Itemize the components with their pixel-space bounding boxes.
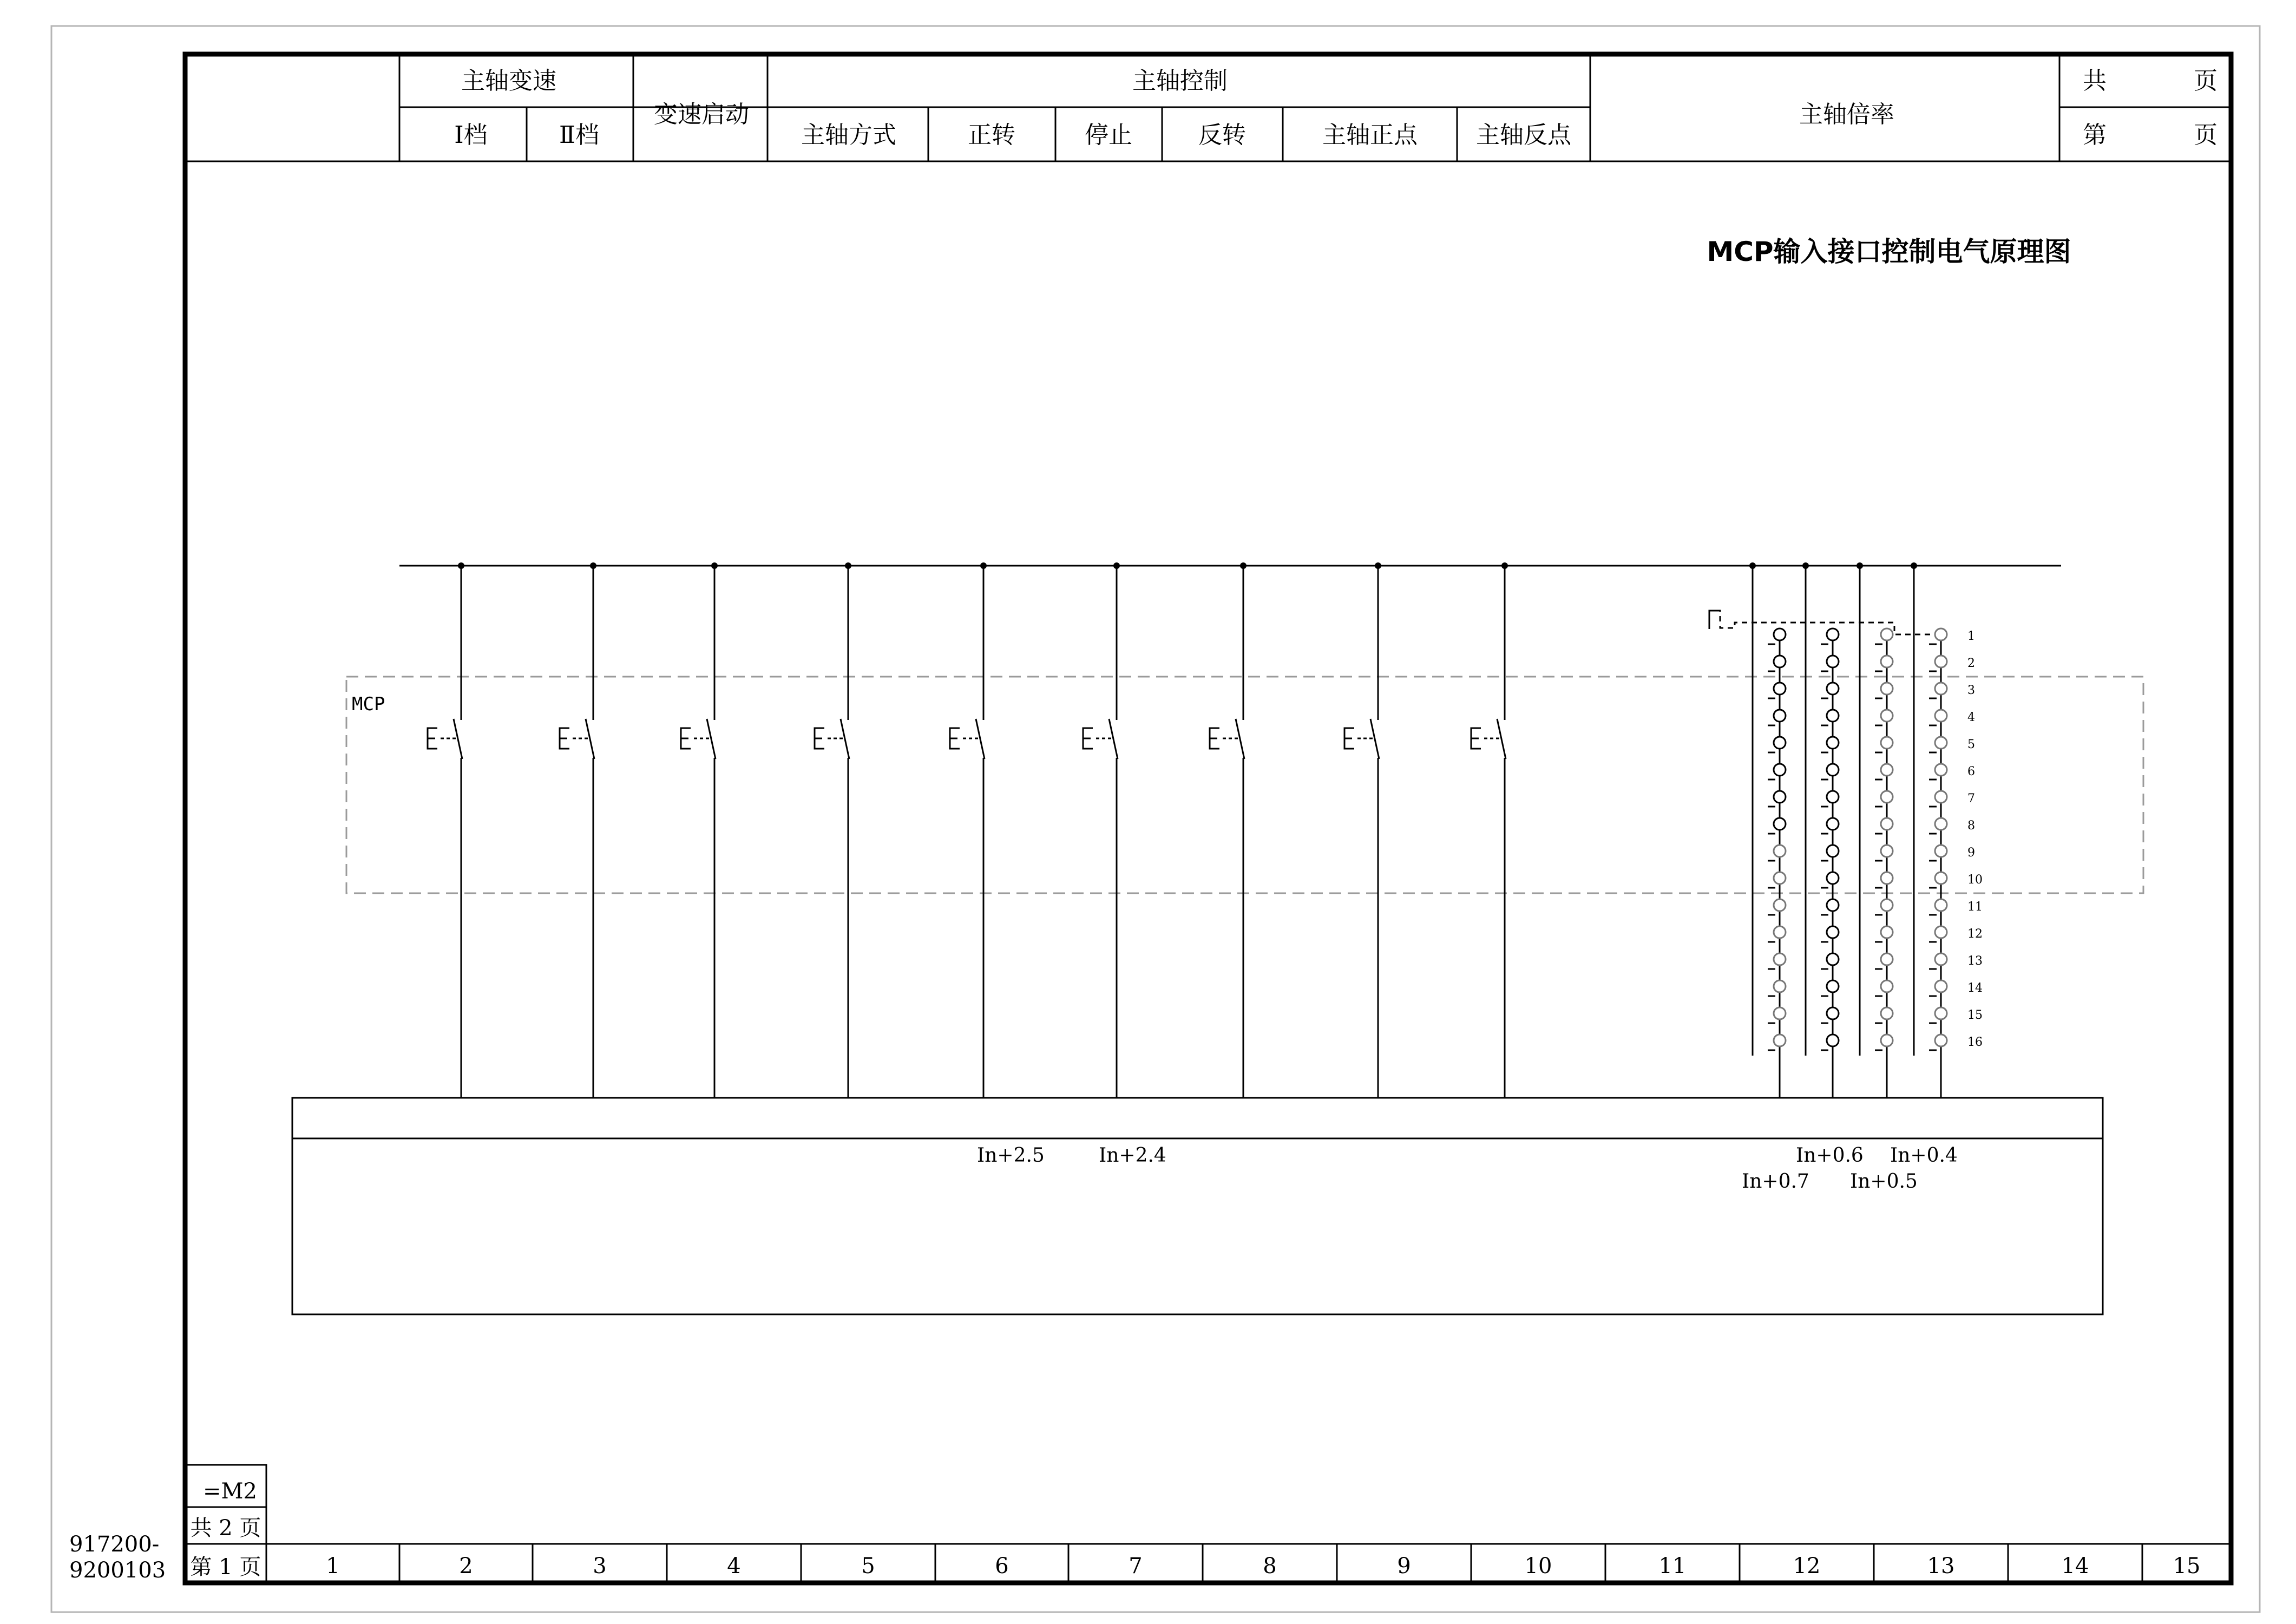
rotary-contact <box>1827 926 1839 938</box>
rotary-contact <box>1827 872 1839 884</box>
switch-position-number: 13 <box>1967 954 1983 968</box>
io-address: In+0.7 <box>1742 1170 1809 1193</box>
column-number: 3 <box>593 1554 607 1579</box>
switch-position-number: 16 <box>1967 1036 1983 1049</box>
pushbutton-switch <box>950 562 987 1098</box>
io-address: In+2.5 <box>977 1144 1045 1167</box>
forward-label: 正转 <box>968 121 1015 149</box>
rotary-contact <box>1827 628 1839 640</box>
pushbutton-switch <box>428 562 464 1098</box>
rotary-contact <box>1935 980 1947 992</box>
drawing-number-line1: 917200- <box>69 1532 160 1557</box>
pushbutton-actuator <box>1083 728 1093 749</box>
rotary-contact-column <box>1821 628 1839 1098</box>
column-number: 11 <box>1658 1554 1687 1579</box>
pushbutton-actuator <box>681 728 691 749</box>
pushbutton-actuator <box>815 728 824 749</box>
rotary-contact <box>1935 845 1947 857</box>
total-pages: 共 2 页 <box>190 1516 261 1541</box>
mcp-label: MCP <box>352 693 385 715</box>
rotary-contact <box>1935 818 1947 830</box>
drawing-number-line2: 9200103 <box>69 1558 166 1583</box>
spindle-mode-label: 主轴方式 <box>801 121 896 149</box>
bottom-block <box>185 1465 2231 1583</box>
drawing-title: MCP输入接口控制电气原理图 <box>1707 236 2071 267</box>
rotary-contact <box>1881 791 1893 803</box>
switch-position-number: 2 <box>1967 657 1975 670</box>
rotary-contact-column <box>1768 628 1786 1098</box>
rotary-contact <box>1935 764 1947 776</box>
switch-position-number: 10 <box>1967 873 1983 887</box>
rotary-contact <box>1881 980 1893 992</box>
switch-position-number: 6 <box>1967 765 1975 778</box>
rotary-contact <box>1881 710 1893 722</box>
column-number: 10 <box>1524 1554 1552 1579</box>
bottom-labels <box>69 1479 261 1583</box>
rotary-contact <box>1935 737 1947 749</box>
io-address: In+0.4 <box>1890 1144 1958 1167</box>
inner-frame <box>185 54 2231 1583</box>
rotary-contact <box>1881 845 1893 857</box>
rotary-contact <box>1774 710 1786 722</box>
column-number: 8 <box>1263 1554 1277 1579</box>
rotary-contact <box>1827 1034 1839 1046</box>
rotary-contact <box>1935 628 1947 640</box>
rotary-contact <box>1774 1034 1786 1046</box>
rotary-contact <box>1881 818 1893 830</box>
rotary-contact <box>1827 980 1839 992</box>
spindle-jog-reverse-label: 主轴反点 <box>1476 121 1571 149</box>
rotary-contact <box>1827 764 1839 776</box>
rotary-contact <box>1935 953 1947 965</box>
pushbutton-switch <box>1083 562 1120 1098</box>
column-number: 7 <box>1129 1554 1143 1579</box>
rotary-contact <box>1935 926 1947 938</box>
column-number: 4 <box>727 1554 741 1579</box>
pushbutton-group <box>428 562 1508 1098</box>
rotary-contact <box>1774 872 1786 884</box>
rotary-contact <box>1881 899 1893 911</box>
pushbutton-actuator <box>428 728 437 749</box>
rotary-contact <box>1881 1007 1893 1019</box>
column-number: 14 <box>2061 1554 2089 1579</box>
column-number: 15 <box>2173 1554 2201 1579</box>
gear-1-label: Ⅰ档 <box>454 121 488 149</box>
switch-position-number: 9 <box>1967 846 1975 860</box>
rotary-contact <box>1881 628 1893 640</box>
rotary-contact-column <box>1929 628 1947 1098</box>
switch-position-number: 1 <box>1967 630 1975 643</box>
rotary-contact <box>1774 791 1786 803</box>
total-pages-label: 共 <box>2083 67 2107 95</box>
speed-change-start-label: 变速启动 <box>654 101 749 128</box>
reverse-label: 反转 <box>1198 121 1246 149</box>
page-unit: 页 <box>2194 121 2218 149</box>
rotary-contact <box>1881 737 1893 749</box>
rotary-contact <box>1881 683 1893 695</box>
io-module-box <box>292 1098 2103 1314</box>
rotary-contact <box>1881 1034 1893 1046</box>
switch-position-number: 14 <box>1967 981 1983 995</box>
rotary-contact <box>1881 764 1893 776</box>
rotary-contact <box>1774 818 1786 830</box>
rotary-contact <box>1827 710 1839 722</box>
spindle-speed-change-label: 主轴变速 <box>461 67 556 95</box>
column-number: 1 <box>326 1554 340 1579</box>
rotary-contact <box>1827 737 1839 749</box>
rotary-contact <box>1935 710 1947 722</box>
pushbutton-switch <box>681 562 718 1098</box>
column-number: 9 <box>1397 1554 1411 1579</box>
rotary-contact <box>1774 980 1786 992</box>
switch-position-number: 11 <box>1967 900 1983 914</box>
column-number: 2 <box>459 1554 473 1579</box>
rotary-contact-column <box>1875 628 1893 1098</box>
column-number: 13 <box>1927 1554 1955 1579</box>
rotary-contact <box>1827 818 1839 830</box>
rotary-contact <box>1881 953 1893 965</box>
switch-position-number: 4 <box>1967 711 1975 724</box>
column-number: 12 <box>1793 1554 1821 1579</box>
rotary-contact <box>1774 628 1786 640</box>
rotary-contact <box>1827 953 1839 965</box>
stop-label: 停止 <box>1085 121 1132 149</box>
column-number: 6 <box>995 1554 1009 1579</box>
spindle-jog-forward-label: 主轴正点 <box>1322 121 1418 149</box>
rotary-switch-assembly <box>1709 562 1983 1098</box>
column-numbers <box>326 1554 2200 1579</box>
rotary-contact <box>1935 872 1947 884</box>
rotary-contact <box>1827 791 1839 803</box>
rotary-contact <box>1881 656 1893 667</box>
selector-linkage <box>1716 611 1938 634</box>
sheet-code: =M2 <box>203 1479 257 1504</box>
pushbutton-switch <box>1344 562 1381 1098</box>
pushbutton-switch <box>560 562 596 1098</box>
page-number: 第 1 页 <box>190 1555 261 1580</box>
rotary-contact <box>1881 872 1893 884</box>
rotary-contact <box>1774 926 1786 938</box>
rotary-contact <box>1935 791 1947 803</box>
switch-position-number: 12 <box>1967 927 1983 941</box>
pushbutton-switch <box>815 562 851 1098</box>
io-address: In+2.4 <box>1099 1144 1166 1167</box>
total-pages-unit: 页 <box>2194 67 2218 95</box>
rotary-contact <box>1774 737 1786 749</box>
pushbutton-actuator <box>1471 728 1481 749</box>
switch-position-number: 8 <box>1967 819 1975 833</box>
column-number: 5 <box>861 1554 875 1579</box>
io-address: In+0.6 <box>1796 1144 1864 1167</box>
rotary-contact <box>1881 926 1893 938</box>
switch-position-number: 5 <box>1967 738 1975 751</box>
rotary-contact <box>1774 1007 1786 1019</box>
rotary-contact <box>1774 953 1786 965</box>
pushbutton-actuator <box>1210 728 1219 749</box>
switch-position-number: 7 <box>1967 792 1975 806</box>
switch-position-number: 3 <box>1967 684 1975 697</box>
spindle-control-label: 主轴控制 <box>1132 67 1228 95</box>
pushbutton-actuator <box>950 728 960 749</box>
pushbutton-actuator <box>1344 728 1354 749</box>
rotary-contact <box>1935 683 1947 695</box>
spindle-override-label: 主轴倍率 <box>1799 101 1894 128</box>
pushbutton-switch <box>1210 562 1247 1098</box>
rotary-contact <box>1827 683 1839 695</box>
pushbutton-switch <box>1471 562 1508 1098</box>
rotary-contact <box>1827 899 1839 911</box>
rotary-contact <box>1774 764 1786 776</box>
rotary-contact <box>1827 656 1839 667</box>
rotary-contact <box>1774 683 1786 695</box>
pushbutton-actuator <box>560 728 569 749</box>
selector-actuator <box>1709 611 1716 629</box>
rotary-contact <box>1935 656 1947 667</box>
io-address: In+0.5 <box>1850 1170 1918 1193</box>
rotary-contact <box>1774 845 1786 857</box>
gear-2-label: Ⅱ档 <box>559 121 599 149</box>
io-module <box>292 1098 2103 1314</box>
io-address-labels <box>977 1144 1958 1193</box>
rotary-contact <box>1827 845 1839 857</box>
rotary-contact <box>1774 899 1786 911</box>
page-label: 第 <box>2083 121 2107 149</box>
mcp-panel-boundary <box>346 677 2143 893</box>
rotary-contact <box>1827 1007 1839 1019</box>
rotary-contact <box>1935 899 1947 911</box>
rotary-contact <box>1935 1007 1947 1019</box>
rotary-contact <box>1935 1034 1947 1046</box>
switch-position-number: 15 <box>1967 1009 1983 1022</box>
rotary-contact <box>1774 656 1786 667</box>
